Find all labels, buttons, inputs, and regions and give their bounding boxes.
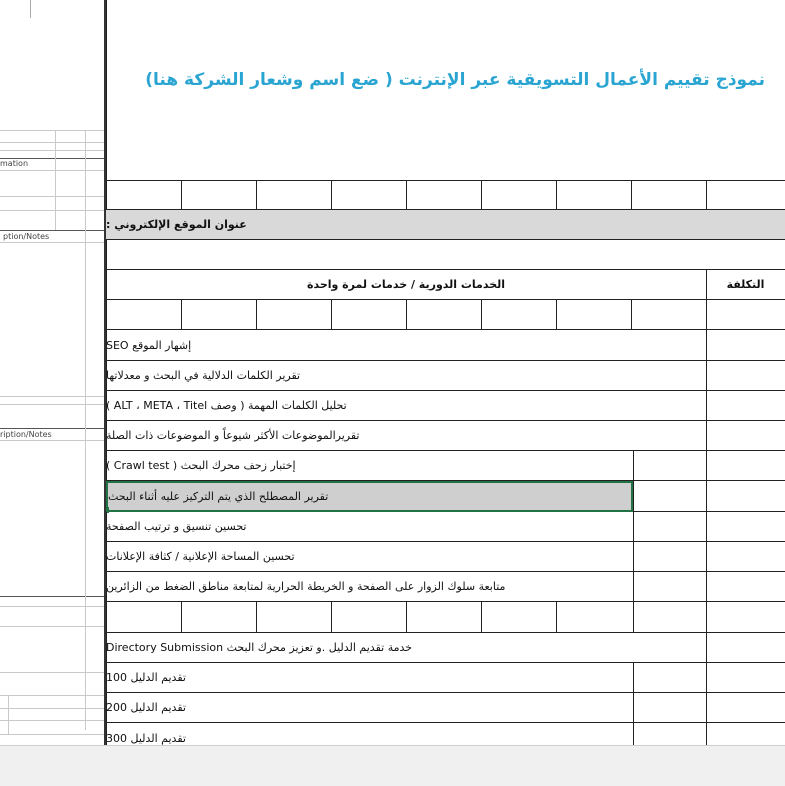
item-label: إشهار الموقع SEO (106, 338, 192, 352)
gridline (0, 440, 104, 441)
gridline (181, 300, 182, 329)
gridline (106, 181, 107, 209)
pane-label-description: ption/Notes (3, 232, 50, 241)
gridline (8, 695, 9, 735)
gridline (0, 708, 104, 709)
gridline (0, 428, 104, 429)
gridline (181, 602, 182, 632)
table-row[interactable] (106, 663, 785, 693)
pane-corner-cell[interactable] (0, 0, 31, 18)
status-bar (0, 745, 785, 786)
gridline (706, 330, 707, 360)
gridline (706, 572, 707, 601)
gridline (106, 0, 107, 180)
gridline (706, 481, 707, 511)
website-row[interactable] (106, 210, 785, 240)
gridline (556, 300, 557, 329)
gridline (556, 602, 557, 632)
gridline (0, 695, 104, 696)
gridline (55, 130, 56, 230)
gridline (633, 602, 634, 632)
gridline (406, 300, 407, 329)
item-label: تقديم الدليل 200 (106, 701, 186, 714)
item-label: تحسين المساحة الإعلانية / كثافة الإعلانات (106, 550, 295, 563)
table-row[interactable] (106, 572, 785, 602)
table-row[interactable] (106, 633, 785, 663)
gridline (181, 181, 182, 209)
gridline (633, 481, 634, 511)
pane-label-information: mation (0, 159, 29, 168)
gridline (331, 602, 332, 632)
gridline (0, 210, 104, 211)
gridline (256, 602, 257, 632)
item-label: تقديم الدليل 300 (106, 731, 186, 745)
gridline (706, 300, 707, 329)
item-label: متابعة سلوك الزوار على الصفحة و الخريطة الحرارية لمتابعة مناطق الضغط من الزائرين (106, 580, 506, 593)
gridline (85, 130, 86, 730)
table-row[interactable] (106, 421, 785, 451)
gridline (706, 451, 707, 480)
gridline (331, 181, 332, 209)
gridline (0, 720, 104, 721)
gridline (0, 596, 104, 597)
gridline (481, 602, 482, 632)
gridline (706, 663, 707, 692)
gridline (633, 512, 634, 541)
gridline (481, 300, 482, 329)
gridline (706, 181, 707, 209)
gridline (106, 300, 107, 329)
gridline (706, 693, 707, 722)
gridline (706, 633, 707, 662)
gridline (406, 602, 407, 632)
gridline (0, 626, 104, 627)
gridline (706, 512, 707, 541)
table-row[interactable] (106, 512, 785, 542)
gridline (633, 663, 634, 692)
gridline (706, 361, 707, 390)
gridline (256, 300, 257, 329)
gridline (706, 421, 707, 450)
gridline (0, 170, 104, 171)
gridline (706, 542, 707, 571)
gridline (406, 181, 407, 209)
item-label: تقريرالموضوعات الأكثر شيوعاً و الموضوعات ذات الصلة (106, 429, 360, 442)
gridline (633, 451, 634, 480)
table-row[interactable] (106, 723, 785, 745)
gridline (0, 150, 104, 151)
table-row[interactable] (106, 693, 785, 723)
gridline (706, 391, 707, 420)
item-label: إختبار زحف محرك البحث ( Crawl test ) (106, 459, 296, 472)
item-label: تحليل الكلمات المهمة ( وصف ALT ، META ، Titel ) (106, 399, 347, 412)
gridline (631, 181, 632, 209)
table-row-empty-grid (106, 300, 785, 330)
gridline (0, 142, 104, 143)
gridline (0, 130, 104, 131)
table-row-empty-grid (106, 602, 785, 633)
gridline (633, 693, 634, 722)
item-label: تقديم الدليل 100 (106, 671, 186, 684)
gridline (0, 230, 104, 231)
selected-cell[interactable] (106, 481, 633, 512)
website-label: عنوان الموقع الإلكتروني : (106, 218, 247, 231)
gridline (706, 723, 707, 745)
header-row (106, 270, 785, 300)
item-label: تقرير الكلمات الدلالية في البحث و معدلاتها (106, 369, 301, 382)
item-label: تحسين تنسيق و ترتيب الصفحة (106, 520, 247, 533)
cost-header: التكلفة (726, 278, 765, 291)
table-row[interactable] (106, 542, 785, 572)
spreadsheet-main (106, 0, 785, 745)
table-row-empty[interactable] (106, 240, 785, 270)
table-row[interactable] (106, 391, 785, 421)
item-label: خدمة تقديم الدليل .و تعزيز محرك البحث Directory Submission (106, 641, 413, 654)
gridline (706, 602, 707, 632)
table-row-empty-grid (106, 180, 785, 210)
table-row[interactable] (106, 451, 785, 481)
gridline (0, 196, 104, 197)
pane-label-description-2: ription/Notes (0, 430, 52, 439)
gridline (0, 672, 104, 673)
services-header: الخدمات الدورية / خدمات لمرة واحدة (306, 278, 506, 291)
table-row[interactable] (106, 330, 785, 361)
gridline (556, 181, 557, 209)
gridline (631, 300, 632, 329)
table-row[interactable] (106, 361, 785, 391)
gridline (106, 240, 107, 269)
gridline (0, 606, 104, 607)
gridline (633, 572, 634, 601)
gridline (0, 404, 104, 405)
gridline (633, 723, 634, 745)
page-title: نموذج تقييم الأعمال التسويقية عبر الإنترنت ( ضع اسم وشعار الشركة هنا) (145, 70, 765, 90)
gridline (481, 181, 482, 209)
gridline (0, 734, 104, 735)
gridline (331, 300, 332, 329)
gridline (0, 396, 104, 397)
item-label: تقرير المصطلح الذي يتم التركيز عليه أثناء البحث (108, 490, 329, 503)
background-sheet-pane (0, 0, 104, 745)
gridline (633, 542, 634, 571)
gridline (106, 602, 107, 632)
gridline (0, 242, 104, 243)
gridline (256, 181, 257, 209)
